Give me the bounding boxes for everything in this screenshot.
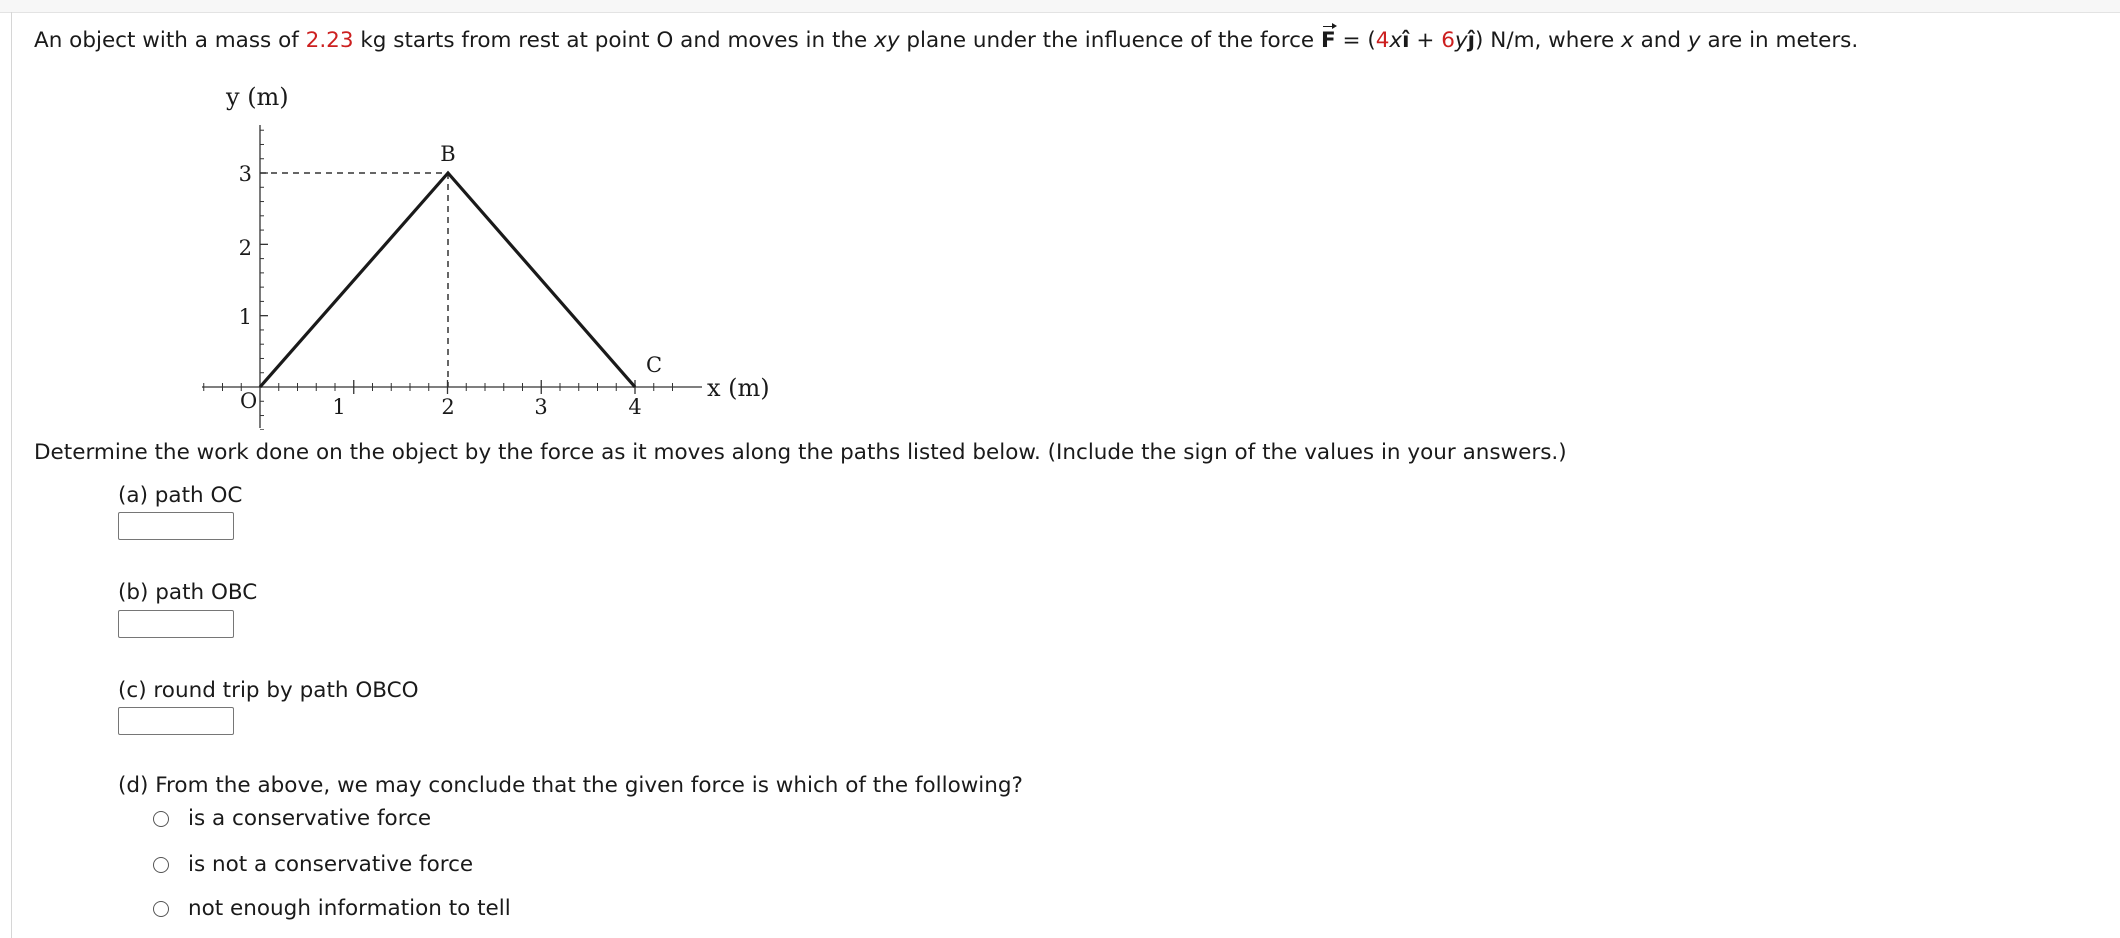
- part-c-answer-input[interactable]: [118, 707, 234, 735]
- part-b-label: (b) path OBC: [118, 580, 258, 605]
- y-axis-label: y (m): [226, 83, 289, 111]
- x-tick-label-2: 2: [441, 395, 455, 419]
- option-label: not enough information to tell: [188, 896, 511, 921]
- option-label: is not a conservative force: [188, 852, 474, 877]
- question-text-5: are in meters.: [1700, 28, 1859, 53]
- part-d-label: (d) From the above, we may conclude that the given force is which of the following?: [118, 773, 1023, 798]
- force-vector-symbol: F: [1321, 26, 1336, 56]
- question-text-2: kg starts from rest at point O and moves in the: [353, 28, 875, 53]
- part-c-label: (c) round trip by path OBCO: [118, 678, 419, 703]
- point-label-b: B: [440, 142, 456, 166]
- plus-sign: +: [1409, 28, 1442, 53]
- page-left-border: [11, 12, 12, 938]
- origin-label: O: [240, 389, 258, 413]
- y-italic: y: [1687, 28, 1701, 53]
- y-tick-label-2: 2: [238, 236, 252, 260]
- question-statement: [34, 26, 1858, 56]
- page-top-bar: [0, 0, 2120, 13]
- radio-button[interactable]: [153, 857, 169, 873]
- minor-ticks: [204, 130, 673, 430]
- option-conservative[interactable]: [153, 806, 431, 832]
- question-text-4: ) N/m, where: [1475, 28, 1622, 53]
- question-text-3: plane under the influence of the force: [899, 28, 1321, 53]
- question-text-and: and: [1633, 28, 1688, 53]
- x-tick-label-1: 1: [332, 395, 346, 419]
- force-var-x: x: [1389, 28, 1403, 53]
- mass-value: 2.23: [305, 28, 354, 53]
- y-tick-label-1: 1: [238, 305, 252, 329]
- y-tick-label-3: 3: [238, 162, 252, 186]
- instructions: Determine the work done on the object by the force as it moves along the paths listed below. (Include the sign of the values in your answers.): [34, 440, 1567, 465]
- radio-button[interactable]: [153, 811, 169, 827]
- radio-button[interactable]: [153, 901, 169, 917]
- point-label-c: C: [646, 353, 663, 377]
- unit-vector-i: î: [1402, 28, 1410, 53]
- xy-italic: xy: [874, 28, 900, 53]
- x-tick-label-4: 4: [628, 395, 642, 419]
- unit-vector-j: ĵ: [1467, 28, 1476, 53]
- force-coef-y: 6: [1441, 28, 1455, 53]
- part-b-answer-input[interactable]: [118, 610, 234, 638]
- option-not-conservative[interactable]: [153, 852, 473, 878]
- option-label: is a conservative force: [188, 806, 432, 831]
- x-axis-label: x (m): [707, 374, 770, 402]
- part-a-label: (a) path OC: [118, 483, 243, 508]
- x-italic: x: [1621, 28, 1634, 53]
- option-not-enough-info[interactable]: [153, 896, 511, 922]
- question-text-1: An object with a mass of: [34, 28, 306, 53]
- force-var-y: y: [1454, 28, 1468, 53]
- part-a-answer-input[interactable]: [118, 512, 234, 540]
- force-coef-x: 4: [1375, 28, 1390, 53]
- equals-paren: = (: [1335, 28, 1376, 53]
- x-tick-label-3: 3: [534, 395, 548, 419]
- path-diagram: [190, 80, 790, 430]
